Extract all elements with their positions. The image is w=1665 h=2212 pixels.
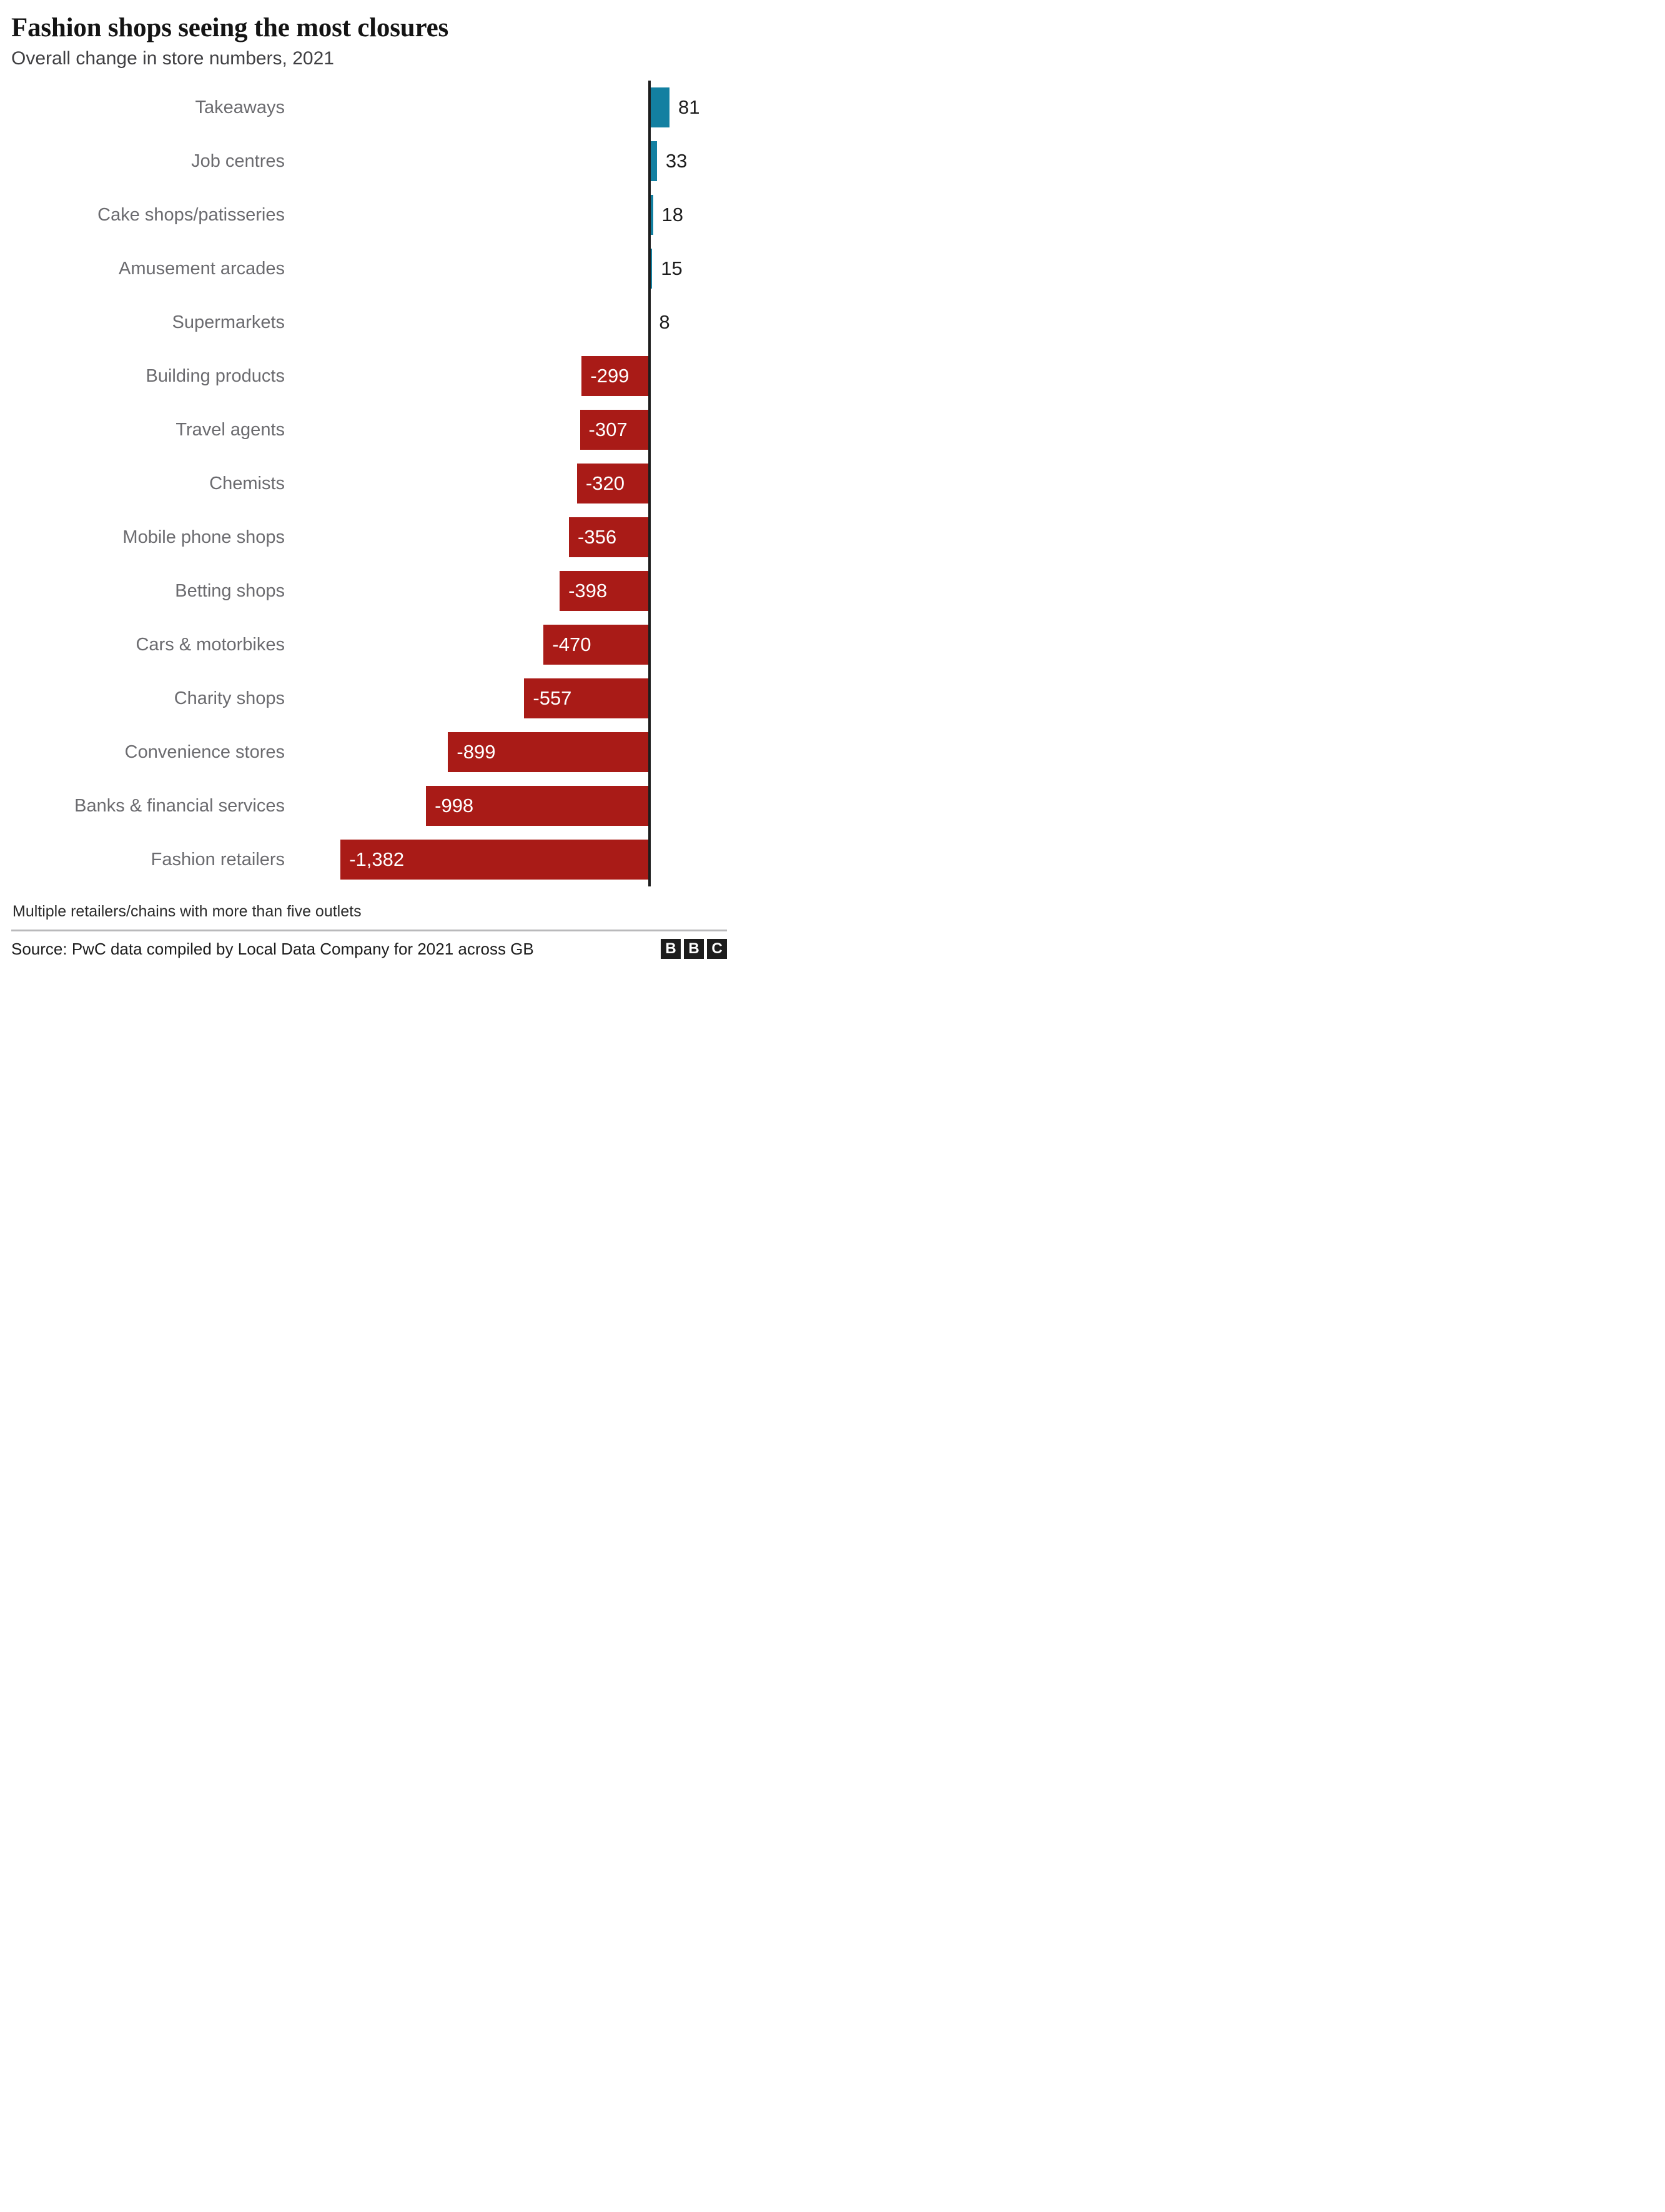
bar-plot-cell: [299, 510, 727, 564]
category-label: Cars & motorbikes: [136, 634, 285, 655]
chart-row: [11, 349, 727, 403]
source-text: Source: PwC data compiled by Local Data Company for 2021 across GB: [11, 939, 534, 958]
bar-plot-cell: [299, 295, 727, 349]
zero-axis-line: [648, 81, 651, 886]
bar-value-label: -1,382: [349, 848, 405, 871]
bar-plot-cell: [299, 242, 727, 295]
category-label: Job centres: [191, 151, 285, 171]
bar-value-label: -356: [578, 526, 617, 548]
bar-plot-cell: [299, 134, 727, 188]
chart-row: [11, 725, 727, 779]
bar-value-label: 8: [659, 311, 670, 334]
bar-value-label: -899: [457, 741, 496, 763]
bar-value-label: 33: [665, 150, 688, 172]
bar-value-label: -998: [435, 795, 474, 817]
bar-value-label: -299: [590, 365, 630, 387]
bbc-logo: [661, 939, 727, 959]
chart-row: [11, 672, 727, 725]
bar-plot-cell: [299, 403, 727, 457]
chart-row: [11, 510, 727, 564]
category-label: Travel agents: [175, 419, 285, 440]
chart-subtitle: Overall change in store numbers, 2021: [11, 48, 334, 69]
bbc-logo-letter: B: [684, 939, 704, 959]
category-label: Cake shops/patisseries: [97, 204, 285, 225]
bar-plot-cell: [299, 725, 727, 779]
category-label: Charity shops: [174, 688, 285, 708]
bar-rows: [11, 81, 727, 886]
bar-plot-cell: [299, 618, 727, 672]
category-label: Fashion retailers: [151, 849, 285, 870]
bar-value-label: 18: [661, 204, 684, 226]
chart-row: [11, 134, 727, 188]
bar[interactable]: [648, 87, 669, 127]
category-label: Takeaways: [195, 97, 285, 117]
category-label: Banks & financial services: [74, 795, 285, 816]
bar-value-label: -470: [552, 633, 591, 656]
bbc-logo-letter: C: [707, 939, 727, 959]
footer: [11, 939, 727, 959]
page-title: Fashion shops seeing the most closures: [11, 13, 448, 42]
chart-row: [11, 81, 727, 134]
bar-value-label: -398: [568, 580, 608, 602]
bar-plot-cell: [299, 457, 727, 510]
chart-row: [11, 403, 727, 457]
bar-value-label: -320: [585, 472, 625, 495]
chart-page: [0, 0, 738, 965]
bar-value-label: 15: [661, 257, 683, 280]
bar-plot-cell: [299, 564, 727, 618]
chart-row: [11, 618, 727, 672]
category-label: Betting shops: [175, 580, 285, 601]
category-label: Chemists: [209, 473, 285, 493]
category-label: Supermarkets: [172, 312, 285, 332]
chart-row: [11, 457, 727, 510]
chart-row: [11, 295, 727, 349]
bar-value-label: -307: [588, 419, 628, 441]
bar-plot-cell: [299, 188, 727, 242]
chart-row: [11, 779, 727, 833]
bbc-logo-letter: B: [661, 939, 681, 959]
chart-footnote: Multiple retailers/chains with more than five outlets: [12, 903, 362, 921]
bar-value-label: 81: [678, 96, 700, 119]
footer-divider: [11, 930, 727, 931]
category-label: Mobile phone shops: [122, 527, 285, 547]
bar-plot-cell: [299, 81, 727, 134]
bar-plot-cell: [299, 672, 727, 725]
category-label: Amusement arcades: [119, 258, 285, 279]
bar-plot-cell: [299, 833, 727, 886]
bar-value-label: -557: [533, 687, 572, 710]
chart-row: [11, 242, 727, 295]
chart-row: [11, 564, 727, 618]
bar-plot-cell: [299, 779, 727, 833]
chart-row: [11, 833, 727, 886]
category-label: Convenience stores: [124, 741, 285, 762]
bar-plot-cell: [299, 349, 727, 403]
chart-row: [11, 188, 727, 242]
category-label: Building products: [146, 365, 285, 386]
bar-chart: [11, 81, 727, 886]
